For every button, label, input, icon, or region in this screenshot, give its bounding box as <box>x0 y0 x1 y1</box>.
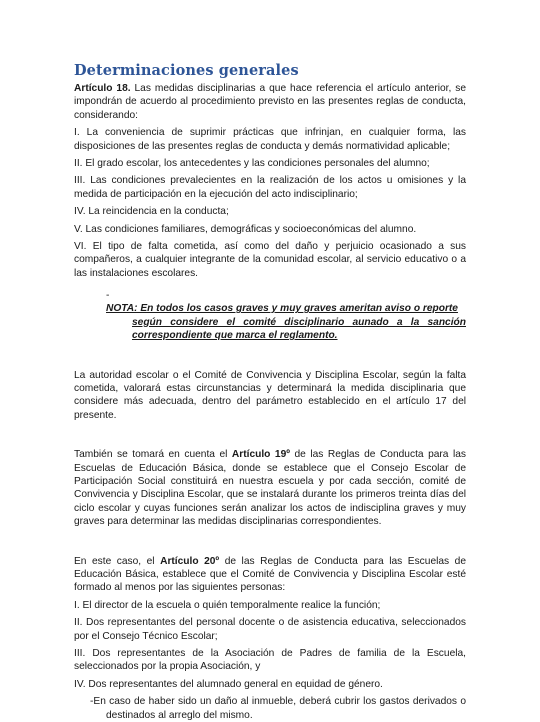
section-heading: Determinaciones generales <box>74 62 299 79</box>
article-20-label: Artículo 20º <box>160 555 220 567</box>
nota-block <box>106 302 466 342</box>
dash-marker: - <box>106 290 110 302</box>
nota-first-line: NOTA: En todos los casos graves y muy graves ameritan aviso o reporte <box>106 303 458 315</box>
article-19-paragraph <box>74 448 466 528</box>
nota-continuation: según considere el comité disciplinario aunado a la sanción correspondiente que marca el reglamento. <box>132 316 466 342</box>
article-20-pre: En este caso, el <box>74 555 161 567</box>
list-item: II. Dos representantes del personal docente o de asistencia educativa, seleccionados por el Consejo Técnico Escolar; <box>74 617 466 642</box>
list-item: IV. La reincidencia en la conducta; <box>74 206 229 218</box>
list-item: IV. Dos representantes del alumnado general en equidad de género. <box>74 678 383 690</box>
list-item: V. Las condiciones familiares, demográficas y socioeconómicas del alumno. <box>74 223 417 235</box>
list-item: I. El director de la escuela o quién temporalmente realice la función; <box>74 599 381 611</box>
list-item: III. Las condiciones prevalecientes en la realización de los actos u omisiones y la medida de participación en la ejecución del acto indisciplinario; <box>74 175 466 200</box>
article-18-paragraph <box>74 82 466 122</box>
article-19-label: Artículo 19º <box>231 449 290 461</box>
article-19-pre: También se tomará en cuenta el <box>74 449 232 461</box>
article-19-text: de las Reglas de Conducta para las Escuelas de Educación Básica, donde se establece que el Consejo Escolar de Participación Social constituirá en nuestra escuela y por cada sección, comité de Convivencia y Disciplina Escolar, que se instalará durante los primeros treinta días del ciclo escolar y cuyas funciones serán analizar los actos de indisciplina graves y muy graves para determinar las medidas disciplinarias correspondientes. <box>74 449 467 528</box>
list-item: III. Dos representantes de la Asociación de Padres de familia de la Escuela, seleccionados por la propia Asociación, y <box>74 648 466 673</box>
article-20-text: de las Reglas de Conducta para las Escuelas de Educación Básica, establece que el Comité de Convivencia y Disciplina Escolar esté formado al menos por las siguientes personas: <box>74 555 466 594</box>
list-item: II. El grado escolar, los antecedentes y las condiciones personales del alumno; <box>74 158 430 170</box>
list-item: VI. El tipo de falta cometida, así como del daño y perjuicio ocasionado a sus compañeros, a cualquier integrante de la comunidad escolar, al servicio educativo o a las instalaciones escolares. <box>74 241 466 279</box>
article-18-label: Artículo 18. <box>74 83 131 94</box>
autoridad-paragraph: La autoridad escolar o el Comité de Convivencia y Disciplina Escolar, según la falta cometida, valorará estas circunstancias y determinará la medida disciplinaria que considere más adecuada, dentro del parámetro establecido en el artículo 17 del presente. <box>74 369 466 421</box>
article-20-paragraph <box>74 555 466 595</box>
list-item: I. La conveniencia de suprimir prácticas que infrinjan, en cualquier forma, las disposiciones de las presentes reglas de conducta y demás normatividad aplicable; <box>74 127 466 152</box>
article-18-text: Las medidas disciplinarias a que hace referencia el artículo anterior, se impondrán de acuerdo al procedimiento previsto en las presentes reglas de conducta, considerando: <box>74 83 466 121</box>
final-note: -En caso de haber sido un daño al inmueble, deberá cubrir los gastos derivados o destinados al arreglo del mismo. <box>90 696 466 721</box>
